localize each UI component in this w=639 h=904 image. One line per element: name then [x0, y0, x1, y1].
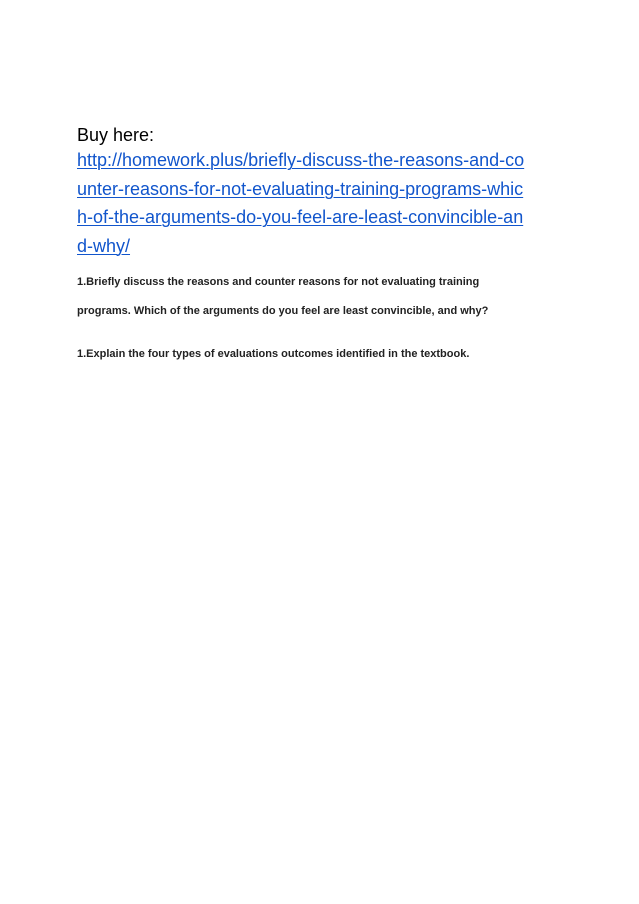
- purchase-link-line-4[interactable]: d-why/: [77, 235, 131, 256]
- purchase-link-line-1[interactable]: http://homework.plus/briefly-discuss-the-reasons-and-co: [77, 150, 525, 170]
- question-1-line-2: programs. Which of the arguments do you feel are least convincible, and why?: [77, 304, 489, 317]
- purchase-link-line-2[interactable]: unter-reasons-for-not-evaluating-training-programs-whic: [77, 178, 524, 199]
- question-1-line-1: 1.Briefly discuss the reasons and counter reasons for not evaluating training: [77, 276, 480, 288]
- purchase-link[interactable]: [77, 146, 567, 260]
- buy-here-label: Buy here:: [77, 125, 155, 145]
- question-2: 1.Explain the four types of evaluations outcomes identified in the textbook.: [77, 348, 470, 360]
- question-1: [77, 268, 557, 325]
- purchase-link-line-3[interactable]: h-of-the-arguments-do-you-feel-are-least-convincible-an: [77, 207, 524, 227]
